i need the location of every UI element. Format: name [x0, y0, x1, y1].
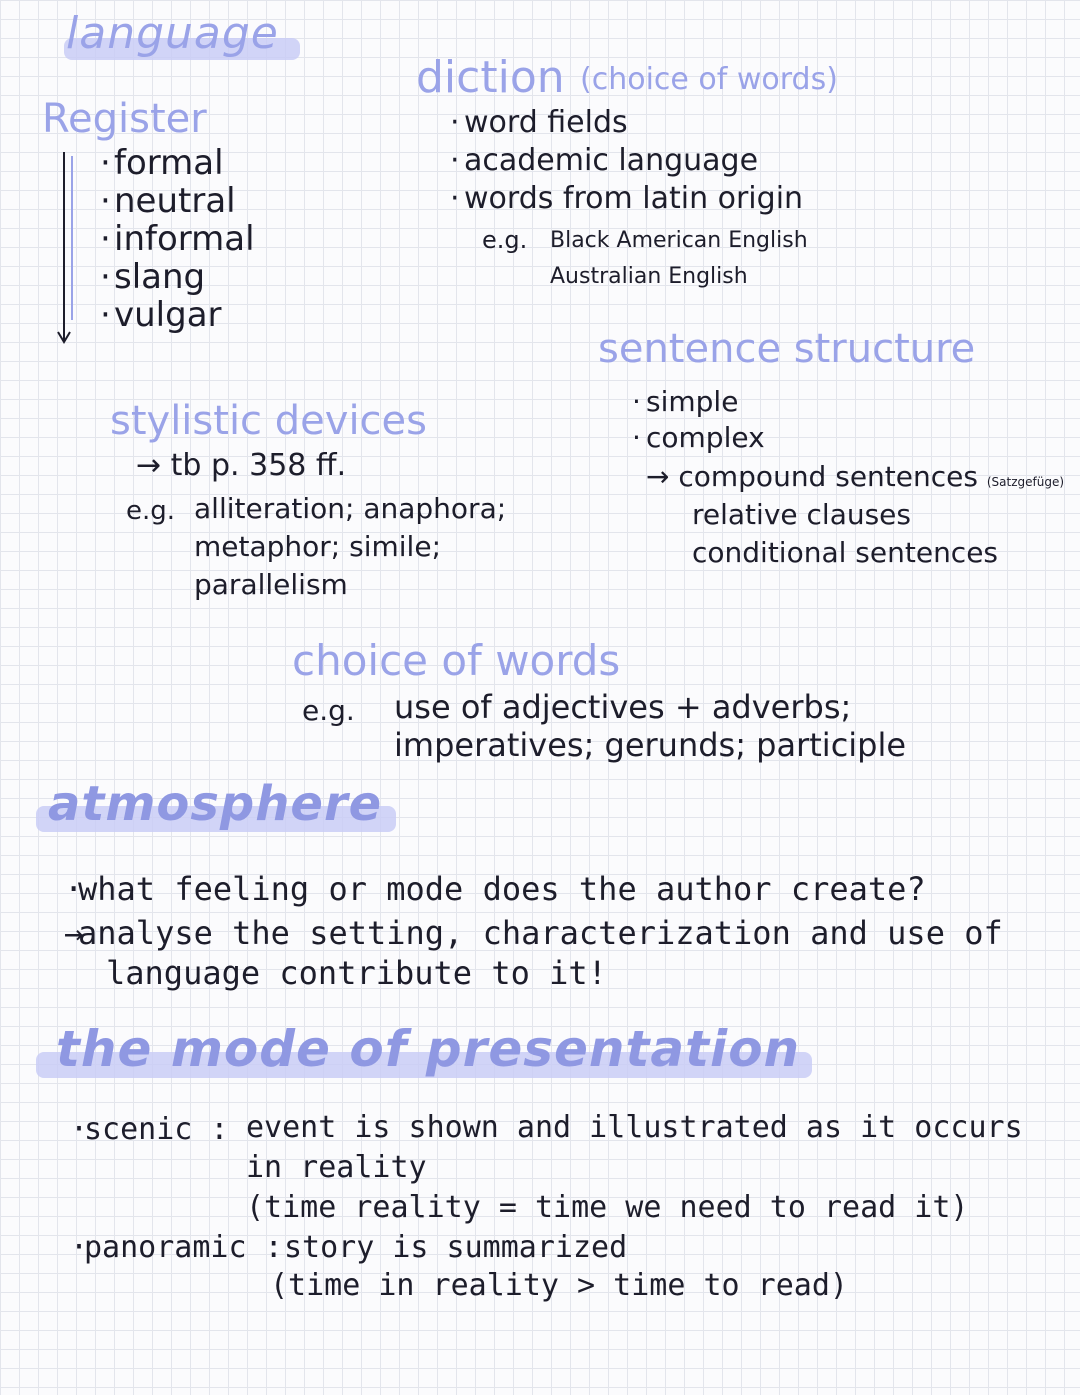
diction-item: · word fields	[450, 105, 628, 140]
register-arrow-icon	[56, 150, 80, 346]
atmosphere-heading: atmosphere	[48, 776, 383, 832]
diction-heading: diction	[416, 52, 565, 103]
sentence-sub-item: conditional sentences	[692, 536, 999, 569]
scenic-line: in reality	[246, 1150, 427, 1185]
presentation-heading: the mode of presentation	[56, 1020, 801, 1078]
stylistic-devices-line: metaphor; simile;	[194, 530, 441, 563]
register-item: ·informal	[100, 219, 255, 259]
register-item: ·slang	[100, 257, 206, 297]
atmosphere-question: ·what feeling or mode does the author create?	[64, 870, 926, 908]
language-heading: language	[66, 8, 279, 59]
diction-example: Black American English	[550, 228, 808, 253]
sentence-structure-list	[632, 384, 765, 456]
diction-example: Australian English	[550, 264, 748, 289]
scenic-label: ·scenic :	[70, 1112, 229, 1147]
register-heading: Register	[42, 96, 207, 142]
diction-list	[450, 104, 803, 218]
register-list	[100, 144, 255, 334]
scenic-line: (time reality = time we need to read it)	[246, 1190, 969, 1225]
register-item: ·vulgar	[100, 295, 222, 335]
diction-subtitle: (choice of words)	[580, 62, 838, 97]
sentence-sub-item: relative clauses	[692, 498, 911, 531]
panoramic-line: story is summarized	[284, 1230, 628, 1265]
sentence-structure-heading: sentence structure	[598, 326, 976, 372]
choice-of-words-line: imperatives; gerunds; participle	[394, 726, 907, 764]
stylistic-devices-line: parallelism	[194, 568, 348, 601]
stylistic-devices-line: alliteration; anaphora;	[194, 492, 507, 525]
stylistic-devices-ref: → tb p. 358 ff.	[136, 448, 347, 483]
register-item: ·neutral	[100, 181, 236, 221]
scenic-line: event is shown and illustrated as it occurs	[246, 1110, 1023, 1145]
stylistic-eg-label: e.g.	[126, 496, 176, 526]
panoramic-label: ·panoramic :	[70, 1230, 283, 1265]
diction-item: · academic language	[450, 143, 759, 178]
panoramic-line: (time in reality > time to read)	[270, 1268, 848, 1303]
diction-eg-label: e.g.	[482, 226, 528, 254]
stylistic-devices-heading: stylistic devices	[110, 398, 427, 444]
choice-eg-label: e.g.	[302, 694, 355, 727]
choice-of-words-heading: choice of words	[292, 636, 621, 685]
register-item: ·formal	[100, 143, 224, 183]
atmosphere-line: language contribute to it!	[106, 954, 607, 992]
choice-of-words-line: use of adjectives + adverbs;	[394, 688, 852, 726]
atmosphere-line: →analyse the setting, characterization and use of	[64, 914, 1003, 952]
sentence-structure-item: · complex	[632, 421, 765, 454]
sentence-structure-item: · simple	[632, 385, 739, 418]
diction-item: · words from latin origin	[450, 181, 804, 216]
compound-sentences-line: → compound sentences (Satzgefüge)	[646, 460, 1065, 493]
